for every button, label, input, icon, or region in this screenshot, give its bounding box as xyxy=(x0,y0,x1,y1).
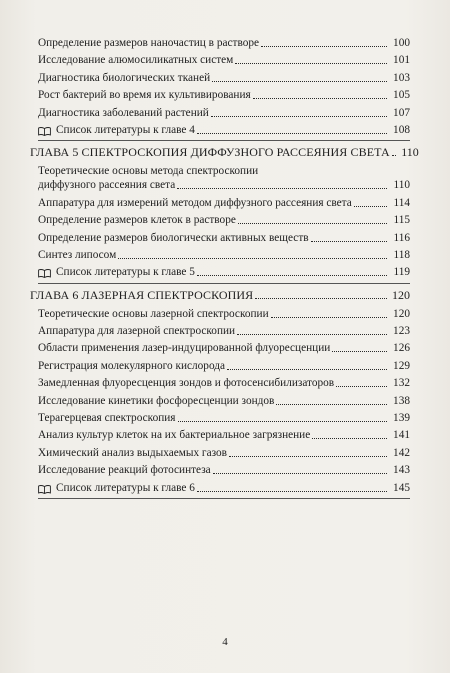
leader-dots xyxy=(235,62,387,64)
toc-entry-title: Определение размеров наночастиц в растворе xyxy=(38,37,260,49)
toc-entry[interactable] xyxy=(30,324,410,338)
chapter-page: 110 xyxy=(401,145,419,160)
chapter-page: 120 xyxy=(392,287,410,302)
leader-dots xyxy=(197,132,387,134)
toc-entry[interactable] xyxy=(30,71,410,85)
toc-entry-title: Диагностика заболеваний растений xyxy=(38,106,209,119)
toc-entry-page: 123 xyxy=(393,325,410,338)
toc-entry-page: 126 xyxy=(393,342,410,355)
toc-entry-title: Синтез липосом xyxy=(38,248,117,261)
toc-entry-page: 115 xyxy=(393,214,410,227)
toc-entry-page: 141 xyxy=(393,429,410,442)
leader-dots xyxy=(312,437,387,439)
toc-entry[interactable] xyxy=(30,213,410,227)
toc-entry-page: 100 xyxy=(393,37,410,49)
open-book-icon xyxy=(38,127,51,136)
leader-dots xyxy=(271,316,387,318)
leader-dots xyxy=(118,257,387,259)
leader-dots xyxy=(392,154,396,156)
toc-entry-page: 107 xyxy=(393,106,410,119)
toc-entry-page: 139 xyxy=(393,412,410,425)
toc-entry-title: Диагностика биологических тканей xyxy=(38,71,211,84)
toc-entry-page: 138 xyxy=(393,394,410,407)
toc-entry[interactable] xyxy=(30,36,410,50)
section-rule xyxy=(38,140,410,141)
toc-entry[interactable] xyxy=(30,231,410,245)
toc-entry-literature[interactable] xyxy=(30,265,410,279)
leader-dots xyxy=(177,187,387,189)
toc-entry-literature[interactable] xyxy=(30,481,410,495)
leader-dots xyxy=(336,385,387,387)
toc-chapter-6[interactable] xyxy=(30,288,410,302)
toc-entry[interactable] xyxy=(30,394,410,408)
leader-dots xyxy=(197,490,387,492)
section-rule xyxy=(38,283,410,284)
leader-dots xyxy=(261,45,387,47)
toc-entry-title: Анализ культур клеток на их бактериальное загрязнение xyxy=(38,429,311,442)
toc-entry[interactable] xyxy=(30,196,410,210)
toc-entry-page: 145 xyxy=(393,481,410,494)
toc-entry[interactable] xyxy=(30,463,410,477)
leader-dots xyxy=(197,274,387,276)
toc-entry-title: Теоретические основы лазерной спектроскопии xyxy=(38,307,269,320)
leader-dots xyxy=(178,420,387,422)
toc-entry-title: Химический анализ выдыхаемых газов xyxy=(38,446,227,459)
chapter-title: ГЛАВА 5 СПЕКТРОСКОПИЯ ДИФФУЗНОГО РАССЕЯНИЯ СВЕТА xyxy=(30,145,390,160)
toc-entry[interactable] xyxy=(30,164,410,178)
toc-entry-page: 103 xyxy=(393,71,410,84)
open-book-icon xyxy=(38,485,51,494)
toc-entry-page: 120 xyxy=(393,307,410,320)
table-of-contents xyxy=(30,36,419,503)
toc-entry[interactable] xyxy=(30,376,410,390)
toc-entry-page: 116 xyxy=(393,231,410,244)
page-number: 4 xyxy=(222,636,228,648)
toc-entry[interactable] xyxy=(30,88,410,102)
toc-entry-title: Список литературы к главе 4 xyxy=(56,123,195,136)
toc-entry-title: Рост бактерий во время их культивирования xyxy=(38,89,251,102)
toc-entry-title: Определение размеров биологически активных веществ xyxy=(38,231,309,244)
toc-entry-page: 142 xyxy=(393,446,410,459)
toc-entry-title: Теоретические основы метода спектроскопии xyxy=(38,165,259,178)
toc-entry[interactable] xyxy=(30,359,410,373)
leader-dots xyxy=(354,205,387,207)
leader-dots xyxy=(238,222,387,224)
toc-entry-title: Список литературы к главе 5 xyxy=(56,266,195,279)
toc-entry[interactable] xyxy=(30,446,410,460)
leader-dots xyxy=(213,472,387,474)
toc-entry-page: 143 xyxy=(393,464,410,477)
toc-entry-title: Терагерцевая спектроскопия xyxy=(38,412,176,425)
chapter-title: ГЛАВА 6 ЛАЗЕРНАЯ СПЕКТРОСКОПИЯ xyxy=(30,287,254,302)
toc-entry-continued[interactable] xyxy=(30,178,410,192)
leader-dots xyxy=(229,455,387,457)
toc-entry[interactable] xyxy=(30,411,410,425)
leader-dots xyxy=(211,115,387,117)
leader-dots xyxy=(255,297,387,299)
open-book-icon xyxy=(38,269,51,278)
leader-dots xyxy=(212,80,387,82)
leader-dots xyxy=(332,350,387,352)
toc-chapter-5[interactable] xyxy=(30,145,419,160)
toc-entry[interactable] xyxy=(30,428,410,442)
toc-entry-page: 110 xyxy=(393,179,410,192)
toc-entry-title: Определение размеров клеток в растворе xyxy=(38,214,236,227)
toc-entry-literature[interactable] xyxy=(30,123,410,137)
toc-entry-page: 105 xyxy=(393,89,410,102)
toc-entry-page: 118 xyxy=(393,248,410,261)
leader-dots xyxy=(276,403,387,405)
toc-entry-page: 114 xyxy=(393,196,410,209)
toc-entry-title: Области применения лазер-индуцированной флуоресценции xyxy=(38,342,331,355)
toc-entry-page: 101 xyxy=(393,54,410,67)
toc-entry[interactable] xyxy=(30,53,410,67)
toc-entry-title: Аппаратура для лазерной спектроскопии xyxy=(38,325,236,338)
toc-entry-title: Регистрация молекулярного кислорода xyxy=(38,359,226,372)
toc-entry[interactable] xyxy=(30,307,410,321)
toc-entry-title: Замедленная флуоресценция зондов и фотосенсибилизаторов xyxy=(38,377,335,390)
toc-entry-title-cont: диффузного рассеяния света xyxy=(38,179,176,192)
leader-dots xyxy=(227,368,387,370)
toc-entry-title: Исследование кинетики фосфоресценции зондов xyxy=(38,394,275,407)
toc-entry-page: 108 xyxy=(393,123,410,136)
toc-entry[interactable] xyxy=(30,106,410,120)
toc-entry[interactable] xyxy=(30,341,410,355)
leader-dots xyxy=(311,240,387,242)
toc-entry-title: Исследование алюмосиликатных систем xyxy=(38,54,234,67)
toc-entry-title: Аппаратура для измерений методом диффузного рассеяния света xyxy=(38,196,352,209)
leader-dots xyxy=(237,333,387,335)
toc-entry-page: 119 xyxy=(393,266,410,279)
toc-entry-title: Список литературы к главе 6 xyxy=(56,481,195,494)
toc-entry-page: 129 xyxy=(393,359,410,372)
toc-entry-page: 132 xyxy=(393,377,410,390)
section-rule xyxy=(38,498,410,499)
toc-entry[interactable] xyxy=(30,248,410,262)
toc-entry-title: Исследование реакций фотосинтеза xyxy=(38,464,211,477)
leader-dots xyxy=(253,97,387,99)
